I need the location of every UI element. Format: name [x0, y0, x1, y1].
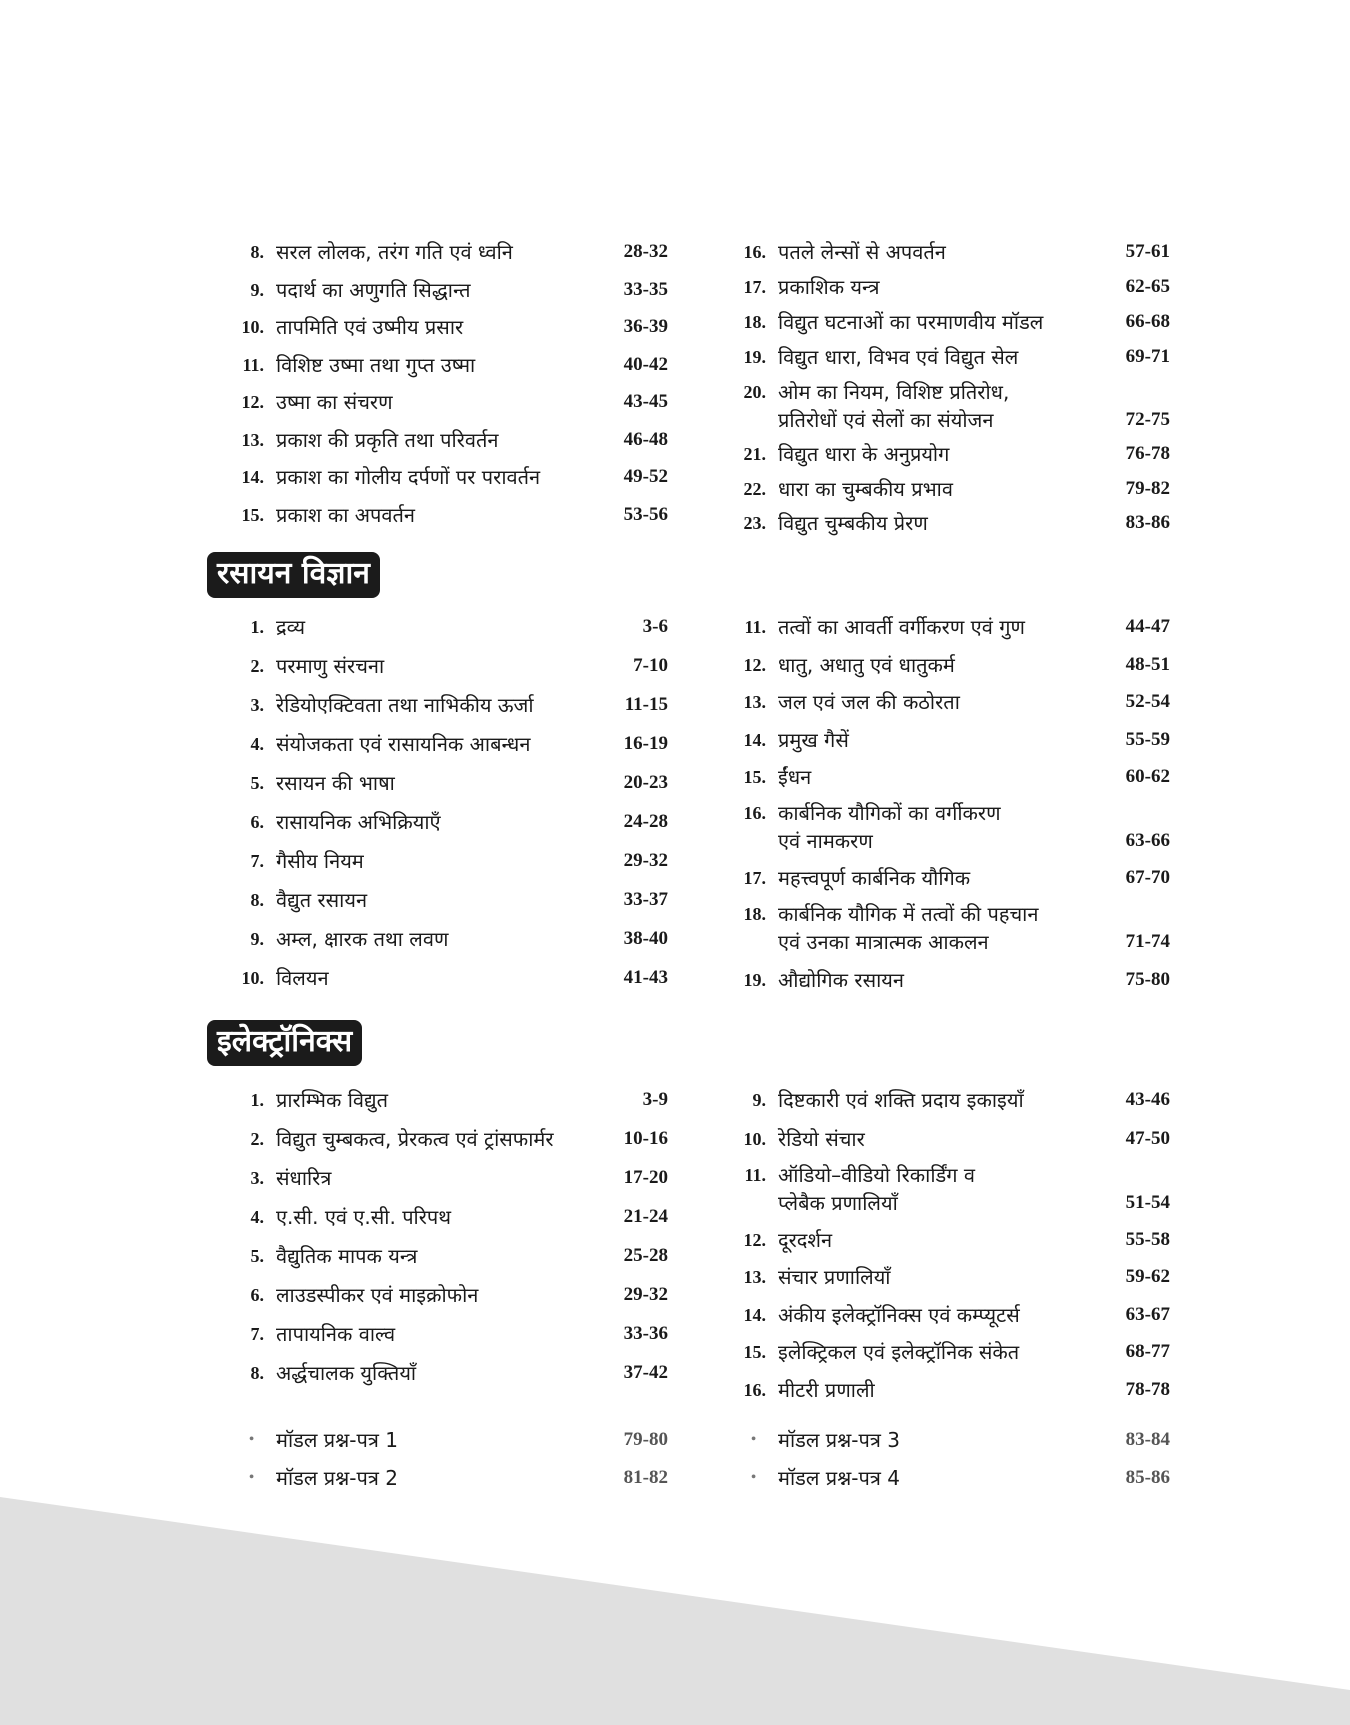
table-of-contents: 8. सरल लोलक, तरंग गति एवं ध्वनि 28-32 9. पदार्थ का अणुगति सिद्धान्त 33-35 10. तापमिति एवं उष्मीय प्रसार 36-39 11. विशिष्ट उष्मा तथा गुप्त उष्मा 40-42 12. उष्मा का संचरण 43-45 13. प्रकाश की प्रकृति तथा परिवर्तन 46-48 14. प्रकाश का गोलीय दर्पणों पर परावर्तन 49-52 15. प्रकाश का अपवर्तन 53-56 16. पतले लेन्सों से अपवर्तन 57-61 17. प्रकाशिक यन्त्र 62-65 18. विद्युत घटनाओं का परमाणवीय मॉडल 66-68 19. विद्युत धारा, विभव एवं विद्युत सेल 69-71 20. ओम का नियम, विशिष्ट प्रतिरोध, प्रतिरोधों एवं सेलों का संयोजन 72-75 21. विद्युत धारा के अनुप्रयोग 76-78 22. धारा का चुम्बकीय प्रभाव 79-82 23. विद्युत चुम्बकीय प्रेरण 83-86 रसायन विज्ञान 1. द्रव्य 3-6 2. परमाणु संरचना 7-10 3. रेडियोएक्टिवता तथा नाभिकीय ऊर्जा 11-15 4. संयोजकता एवं रासायनिक आबन्धन 16-19 5. रसायन की भाषा 20-23 6. रासायनिक अभिक्रियाएँ 24-28 7. गैसीय नियम 29-32 8. वैद्युत रसायन 33-37 9. अम्ल, क्षारक तथा लवण 38-40 10. विलयन 41-43 11. तत्वों का आवर्ती वर्गीकरण एवं गुण 44-47 12. धातु, अधातु एवं धातुकर्म 48-51 13. जल एवं जल की कठोरता 52-54 14. प्रमुख गैसें 55-59 15. ईंधन 60-62 16. कार्बनिक यौगिकों का वर्गीकरण एवं नामकरण 63-66 17. महत्त्वपूर्ण कार्बनिक यौगिक 67-70 18. कार्बनिक यौगिक में तत्वों की पहचान एवं उनका मात्रात्मक आकलन 71-74 19. औद्योगिक रसायन 75-80 इलेक्ट्रॉनिक्स 1. प्रारम्भिक विद्युत 3-9 2. विद्युत चुम्बकत्व, प्रेरकत्व एवं ट्रांसफार्मर 10-16 3. संधारित्र 17-20 4. ए.सी. एवं ए.सी. परिपथ 21-24 5. वैद्युतिक मापक यन्त्र 25-28 6. लाउडस्पीकर एवं माइक्रोफोन 29-32 7. तापायनिक वाल्व 33-36 8. अर्द्धचालक युक्तियाँ 37-42 • मॉडल प्रश्न-पत्र 1 79-80 • मॉडल प्रश्न-पत्र 2 81-82 9. दिष्टकारी एवं शक्ति प्रदाय इकाइयाँ 43-46 10. रेडियो संचार 47-50 11. ऑडियो–वीडियो रिकार्डिंग व प्लेबैक प्रणालियाँ 51-54 12. दूरदर्शन 55-58 13. संचार प्रणालियाँ 59-62 14. अंकीय इलेक्ट्रॉनिक्स एवं कम्प्यूटर्स 63-67 15. इलेक्ट्रिकल एवं इलेक्ट्रॉनिक संकेत 68-77 16. मीटरी प्रणाली 78-78 • मॉडल प्रश्न-पत्र 3 83-84 • मॉडल प्रश्न-पत्र 4 85-86 — [0, 0, 1350, 1725]
toc-entry[interactable]: 20. ओम का नियम, विशिष्ट प्रतिरोध, प्रतिरोधों एवं सेलों का संयोजन 72-75 — [743, 380, 1170, 432]
bullet-icon: • — [751, 1470, 756, 1485]
toc-entry[interactable]: 11. ऑडियो–वीडियो रिकार्डिंग व प्लेबैक प्रणालियाँ 51-54 — [744, 1163, 1170, 1215]
bullet-icon: • — [249, 1470, 254, 1485]
toc-entry[interactable]: 16. कार्बनिक यौगिकों का वर्गीकरण एवं नामकरण 63-66 — [743, 801, 1170, 853]
section-heading-electronics: इलेक्ट्रॉनिक्स — [207, 1020, 362, 1066]
bullet-icon: • — [249, 1432, 254, 1447]
bullet-icon: • — [751, 1432, 756, 1447]
section-heading-chemistry: रसायन विज्ञान — [207, 552, 380, 598]
toc-entry[interactable]: 18. कार्बनिक यौगिक में तत्वों की पहचान एवं उनका मात्रात्मक आकलन 71-74 — [743, 902, 1170, 954]
